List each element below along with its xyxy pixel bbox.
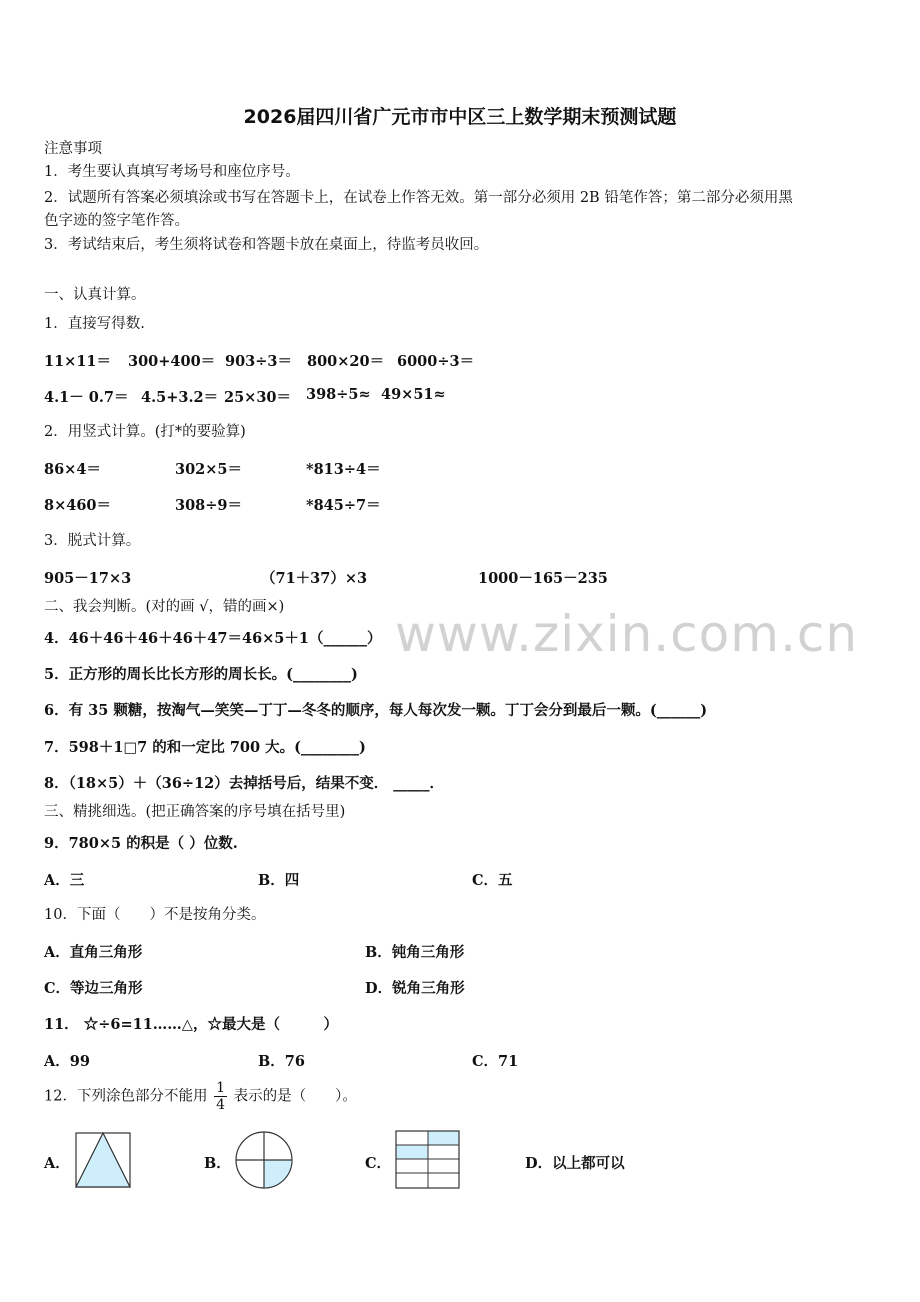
notice-item: 色字迹的签字笔作答。 <box>44 213 189 229</box>
notice-item: 2．试题所有答案必须填涂或书写在答题卡上，在试卷上作答无效。第一部分必须用 2B 铅笔作答；第二部分必须用黑 <box>44 190 793 206</box>
fraction <box>214 1080 227 1113</box>
calc-item: 4.5+3.2＝ <box>141 389 219 406</box>
option-c: C．71 <box>472 1053 519 1070</box>
question-stem: 10．下面（ ）不是按角分类。 <box>44 907 266 923</box>
judge-item: 7．598＋1□7 的和一定比 700 大。(________) <box>44 739 366 756</box>
question-label: 2．用竖式计算。(打*的要验算) <box>44 424 246 440</box>
fraction-denominator: 4 <box>216 1097 225 1113</box>
judge-item: 6．有 35 颗糖，按淘气—笑笑—丁丁—冬冬的顺序，每人每次发一颗。丁丁会分到最后一颗。(______) <box>44 702 708 719</box>
option-d: D．锐角三角形 <box>365 980 465 997</box>
notice-heading: 注意事项 <box>44 141 102 157</box>
judge-item: 5．正方形的周长比长方形的周长长。(________) <box>44 666 358 683</box>
watermark: www.zixin.com.cn <box>395 605 859 663</box>
calc-item: 302×5＝ <box>175 461 243 478</box>
option-d: D．以上都可以 <box>525 1155 625 1172</box>
calc-item: （71＋37）×3 <box>261 570 368 587</box>
calc-item: 1000－165－235 <box>478 570 608 587</box>
option-c: C． <box>365 1155 392 1172</box>
calc-item: 11×11＝ <box>44 353 112 370</box>
notice-item: 3．考试结束后，考生须将试卷和答题卡放在桌面上，待监考员收回。 <box>44 237 489 253</box>
calc-item: 6000÷3＝ <box>397 353 475 370</box>
calc-item: 8×460＝ <box>44 497 112 514</box>
option-a: A．99 <box>44 1053 90 1070</box>
judge-item: 4．46＋46＋46＋46＋47＝46×5＋1（______） <box>44 630 382 647</box>
calc-item: 800×20＝ <box>307 353 385 370</box>
option-a: A．三 <box>44 872 85 889</box>
option-b: B．钝角三角形 <box>365 944 465 961</box>
option-b: B． <box>204 1155 231 1172</box>
question-label: 3．脱式计算。 <box>44 533 141 549</box>
option-b: B．76 <box>258 1053 305 1070</box>
option-b: B．四 <box>258 872 300 889</box>
page-title: 2026届四川省广元市市中区三上数学期末预测试题 <box>243 106 677 128</box>
option-a: A． <box>44 1155 70 1172</box>
option-c-figure <box>395 1130 461 1190</box>
notice-item: 1．考生要认真填写考场号和座位序号。 <box>44 164 300 180</box>
section-heading: 三、精挑细选。(把正确答案的序号填在括号里) <box>44 804 346 820</box>
calc-item: 300+400＝ <box>128 353 216 370</box>
option-c: C．等边三角形 <box>44 980 143 997</box>
calc-item: 25×30＝ <box>224 389 292 406</box>
option-a: A．直角三角形 <box>44 944 143 961</box>
stem-text: 表示的是（ ）。 <box>233 1088 357 1105</box>
calc-item: 49×51≈ <box>381 386 446 403</box>
question-stem: 9．780×5 的积是（ ）位数. <box>44 835 238 852</box>
question-stem: 11． ☆÷6=11……△，☆最大是（ ） <box>44 1016 338 1033</box>
stem-text: 12．下列涂色部分不能用 <box>44 1088 208 1105</box>
option-c: C．五 <box>472 872 513 889</box>
option-a-figure <box>75 1132 131 1188</box>
question-stem <box>44 1080 357 1113</box>
calc-item: 905－17×3 <box>44 570 132 587</box>
calc-item: 398÷5≈ <box>306 386 371 403</box>
judge-item: 8．（18×5）＋（36÷12）去掉括号后，结果不变． _____． <box>44 775 445 792</box>
section-heading: 二、我会判断。(对的画 √，错的画×) <box>44 599 285 615</box>
section-heading: 一、认真计算。 <box>44 287 146 303</box>
question-label: 1．直接写得数. <box>44 316 145 332</box>
fraction-numerator: 1 <box>216 1080 225 1096</box>
calc-item: 903÷3＝ <box>225 353 293 370</box>
calc-item: *813÷4＝ <box>306 461 381 478</box>
calc-item: 86×4＝ <box>44 461 101 478</box>
calc-item: *845÷7＝ <box>306 497 381 514</box>
calc-item: 4.1－ 0.7＝ <box>44 389 129 406</box>
option-b-figure <box>234 1130 294 1190</box>
calc-item: 308÷9＝ <box>175 497 243 514</box>
